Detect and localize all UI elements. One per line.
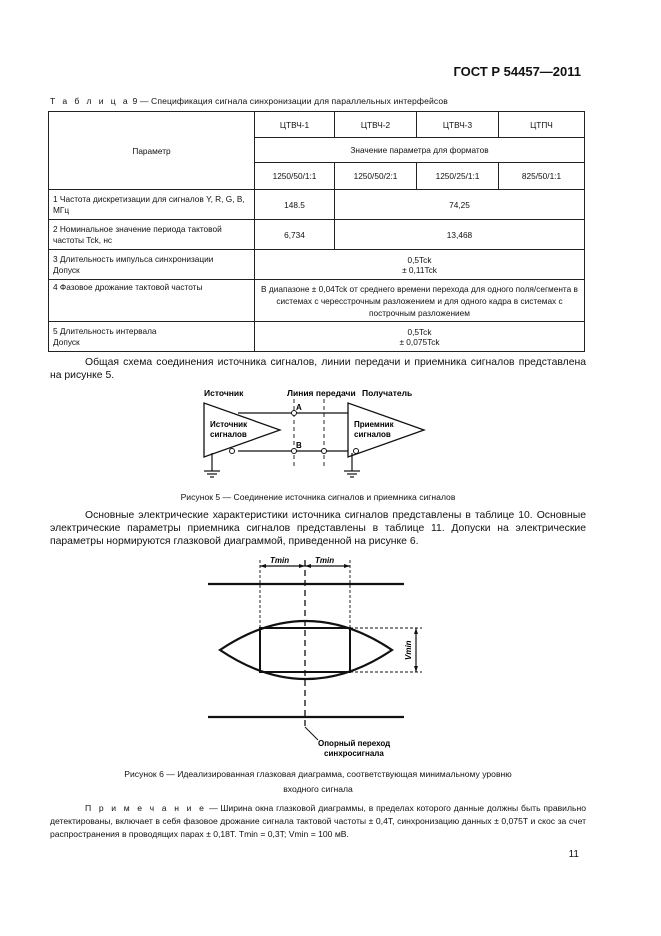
mode-header: 825/50/1:1 — [499, 163, 585, 190]
param-line: Допуск — [53, 336, 80, 347]
param-line: Допуск — [53, 264, 80, 275]
format-header: ЦТВЧ-2 — [335, 112, 417, 138]
source-inner-2: сигналов — [210, 430, 247, 439]
node — [354, 449, 359, 454]
format-header: ЦТВЧ-3 — [417, 112, 499, 138]
paragraph-fig6-intro: Основные электрические характеристики источника сигналов представлены в таблице 10. Основные электрические параметры приемника сигналов представлены в таблице 11. Допуски на электрические параметры нормируются глазковой диаграммой, приведенной на рисунке 6. — [50, 510, 586, 547]
value-line: 0,5Tck — [407, 254, 432, 265]
table-cell — [255, 250, 585, 280]
arrow-icon — [305, 564, 311, 568]
table-row-param — [49, 322, 255, 352]
table-cell: 13,468 — [335, 220, 585, 250]
note-text: — Ширина окна глазковой диаграммы, в пределах которого данные должны быть правильно детектированы, включает в себя фазовое дрожание сигнала тактовой частоты ± 0,4T, синхронизацию данных ± 0,075T и скос за счет распространения в проводящих парах ± 0,18T. Tmin = 0,3T; Vmin = 100 мВ. — [50, 803, 586, 839]
reference-label-1: Опорный переход — [318, 739, 391, 748]
figure-6-caption-line-1: Рисунок 6 — Идеализированная глазковая диаграмма, соответствующая минимальному уровню — [124, 769, 512, 779]
standard-header: ГОСТ Р 54457—2011 — [453, 64, 581, 79]
node — [322, 449, 327, 454]
table-row-param: 1 Частота дискретизации для сигналов Y, R, G, B, МГц — [49, 190, 255, 220]
figure-5-caption: Рисунок 5 — Соединение источника сигналов и приемника сигналов — [180, 492, 456, 502]
arrow-icon — [260, 564, 266, 568]
paragraph-fig5-intro: Общая схема соединения источника сигналов, линии передачи и приемника сигналов представлена на рисунке 5. — [50, 357, 586, 381]
tmin-label-right: Tmin — [315, 556, 335, 565]
tmin-label-left: Tmin — [270, 556, 290, 565]
table-cell — [255, 322, 585, 352]
table-cell: В диапазоне ± 0,04Tck от среднего времени перехода для одного поля/сегмента в системах с чересстрочным разложением и для одного кадра в системах с построчным разложением — [255, 280, 585, 322]
page-number: 11 — [568, 849, 579, 860]
value-line: 0,5Tck — [407, 326, 432, 337]
node — [292, 411, 297, 416]
node — [230, 449, 235, 454]
format-header: ЦТВЧ-1 — [255, 112, 335, 138]
value-line: ± 0,11Tck — [402, 264, 437, 275]
value-header: Значение параметра для форматов — [255, 138, 585, 163]
figure-6-eye-diagram — [190, 552, 470, 764]
reference-leader — [305, 727, 318, 740]
point-a: A — [296, 403, 302, 412]
point-b: B — [296, 441, 302, 450]
param-line: 5 Длительность интервала — [53, 325, 157, 336]
note-prefix: П р и м е ч а н и е — [85, 803, 207, 813]
label-source: Источник — [204, 388, 244, 398]
node — [292, 449, 297, 454]
table-row-param: 2 Номинальное значение периода тактовой частоты Tck, нс — [49, 220, 255, 250]
vmin-label: Vmin — [404, 640, 413, 660]
arrow-icon — [414, 628, 418, 634]
source-inner-1: Источник — [210, 420, 248, 429]
eye-opening — [220, 621, 392, 679]
figure-6-caption-line-2: входного сигнала — [283, 784, 353, 794]
table-caption-text: 9 — Спецификация сигнала синхронизации для параллельных интерфейсов — [132, 96, 448, 106]
arrow-icon — [299, 564, 305, 568]
reference-label-2: синхросигнала — [324, 749, 384, 758]
table-cell: 148.5 — [255, 190, 335, 220]
table-row-param — [49, 250, 255, 280]
note-paragraph — [50, 802, 586, 841]
receiver-inner-2: сигналов — [354, 430, 391, 439]
mode-header: 1250/50/2:1 — [335, 163, 417, 190]
mode-header: 1250/25/1:1 — [417, 163, 499, 190]
label-receiver: Получатель — [362, 388, 413, 398]
format-header: ЦТПЧ — [499, 112, 585, 138]
arrow-icon — [414, 666, 418, 672]
mode-header: 1250/50/1:1 — [255, 163, 335, 190]
arrow-icon — [344, 564, 350, 568]
table-caption — [50, 96, 448, 106]
receiver-inner-1: Приемник — [354, 420, 394, 429]
spec-table — [48, 111, 585, 352]
value-line: ± 0,075Tck — [399, 336, 440, 347]
label-line: Линия передачи — [287, 388, 356, 398]
param-line: 3 Длительность импульса синхронизации — [53, 253, 214, 264]
figure-5-diagram — [190, 385, 470, 485]
table-cell: 74,25 — [335, 190, 585, 220]
table-caption-prefix: Т а б л и ц а — [50, 96, 130, 106]
table-cell: 6,734 — [255, 220, 335, 250]
table-row-param: 4 Фазовое дрожание тактовой частоты — [49, 280, 255, 322]
param-header: Параметр — [49, 112, 255, 190]
